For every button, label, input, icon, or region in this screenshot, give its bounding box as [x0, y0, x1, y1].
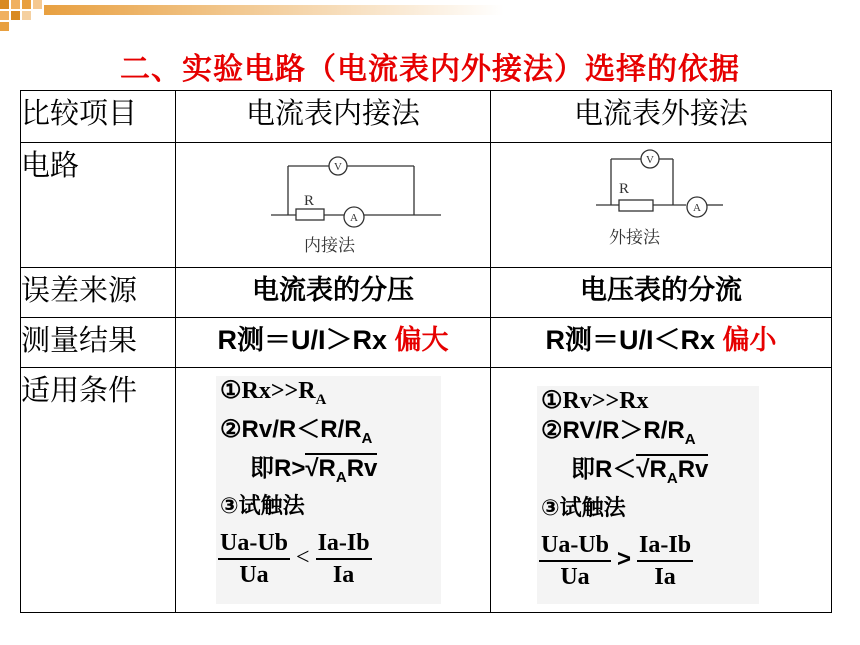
external-condition-cell [491, 368, 832, 613]
external-result [491, 318, 832, 368]
internal-caption: 内接法 [304, 236, 355, 256]
ext-voltmeter-label: V [646, 154, 654, 166]
circuit-row [21, 143, 832, 268]
external-cond-3: 即$R<√R_ARv$ [571, 455, 709, 487]
external-cond-4: ③试触法 [541, 495, 626, 521]
voltmeter-label: V [334, 161, 342, 173]
internal-fraction: $\frac{Ua-Ub}{Ua}$ < $\frac{Ia-Ib}{Ia}$ [220, 530, 370, 589]
ammeter-label: A [350, 212, 358, 224]
external-circuit-diagram [491, 143, 831, 263]
external-condition-panel [537, 386, 759, 604]
ext-ammeter-label: A [693, 202, 701, 214]
internal-result-tag: 偏大 [394, 325, 449, 355]
internal-circuit-cell [176, 143, 491, 268]
header-row [21, 91, 832, 143]
circuit-label: 电路 [21, 143, 176, 268]
external-caption: 外接法 [609, 228, 660, 248]
external-result-tag: 偏小 [722, 325, 777, 355]
header-external: 电流表外接法 [491, 91, 832, 143]
external-result-text: R测＝U/I＜Rx [545, 325, 715, 355]
condition-label: 适用条件 [21, 368, 176, 613]
internal-circuit-diagram [176, 143, 490, 263]
header-internal: 电流表内接法 [176, 91, 491, 143]
internal-condition-cell [176, 368, 491, 613]
internal-cond-3: 即$R>√R_ARv$ [250, 454, 378, 486]
internal-result-text: R测＝U/I＞Rx [217, 325, 387, 355]
error-row [21, 268, 832, 318]
internal-error: 电流表的分压 [176, 268, 491, 318]
error-label: 误差来源 [21, 268, 176, 318]
result-label: 测量结果 [21, 318, 176, 368]
internal-cond-1: $①Rx>>R_A$ [220, 378, 327, 408]
external-error: 电压表的分流 [491, 268, 832, 318]
comparison-table [20, 90, 832, 613]
page-title: 二、实验电路（电流表内外接法）选择的依据 [120, 52, 740, 87]
ext-resistor-label: R [619, 181, 630, 197]
internal-cond-2: ②Rv/$R<R/R_A$ [220, 415, 373, 447]
internal-cond-4: ③试触法 [220, 494, 305, 520]
result-row [21, 318, 832, 368]
internal-condition-panel [216, 376, 441, 604]
resistor-label: R [304, 193, 315, 209]
header-decoration [0, 0, 860, 40]
external-fraction: $\frac{Ua-Ub}{Ua}$ > $\frac{Ia-Ib}{Ia}$ [541, 531, 692, 590]
internal-result [176, 318, 491, 368]
condition-row [21, 368, 832, 613]
external-circuit-cell [491, 143, 832, 268]
external-cond-1: ①Rv>>Rx [541, 388, 649, 414]
header-item: 比较项目 [21, 91, 176, 143]
external-cond-2: ②RV/$R>R/R_A$ [541, 417, 696, 448]
